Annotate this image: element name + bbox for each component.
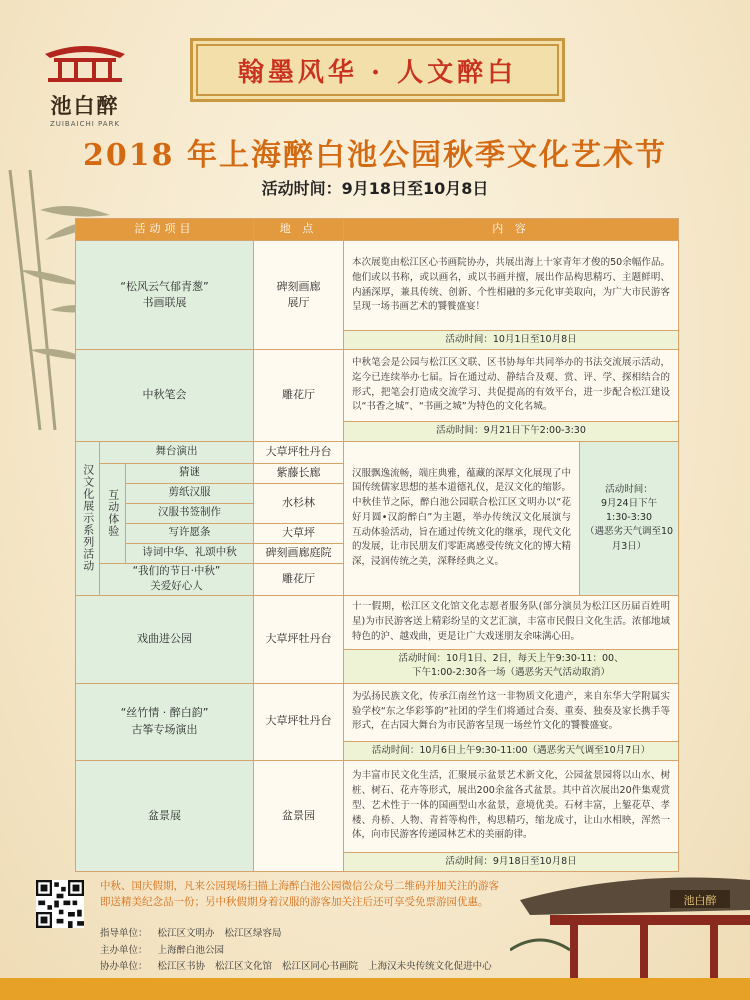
item-cell (76, 241, 254, 350)
place-cell: 大草坪牡丹台 (254, 683, 344, 760)
place-cell: 雕花厅 (254, 563, 344, 596)
event-date: 活动时间：9月18日至10月8日 (261, 179, 489, 198)
time-cell (344, 650, 679, 684)
item-text: “丝竹情 · 醉白韵” (120, 706, 209, 720)
place-cell: 大草坪牡丹台 (254, 441, 344, 463)
time-text: 下午1:00-2:30各一场（遇恶劣天气活动取消） (411, 667, 611, 679)
group-text: 汉文化展示系列活动 (81, 464, 95, 573)
desc-cell: 为丰富市民文化生活，汇聚展示盆景艺术新文化，公园盆景园将以山水、树桩、树石、花卉等形式，展出200余盆各式盆景。其中首次展出20件集观赏型、艺术性于一体的国画型山水盆景，意境优美。石材丰富，上錾花草、孝楼、舟桥、人物、青苔等构件，构思精巧，缩龙成寸，让山水相映，浑然一体，向市民游客传递园林艺术的美丽韵律。 (344, 760, 679, 852)
time-text: 活动时间： (605, 483, 653, 495)
sub-group-cell (100, 463, 126, 563)
sub-group-text: 互动体验 (106, 489, 120, 537)
item-cell: 戏曲进公园 (76, 596, 254, 684)
item-text: 古筝专场演出 (131, 722, 198, 736)
org-name: 松江区文化馆 (215, 961, 273, 973)
org-name: 上海醉白池公园 (157, 944, 225, 956)
place-cell: 大草坪 (254, 523, 344, 543)
group-cell (76, 441, 100, 596)
sub-item-cell: 汉服书签制作 (126, 503, 254, 523)
desc-cell: 汉服飘逸流畅，端庄典雅，蕴藏的深厚文化展现了中国传统儒家思想的基本道德礼仪，是汉文化的缩影。中秋佳节之际，醉白池公园联合松江区文明办以“花好月圆•汉韵醉白”为主题，举办传统汉文化展演与互动体验活动，旨在通过传统文化的继承，现代文化的发展，让市民朋友们零距离感受传统文化的博大精深，浸润传统之美，深释经典之义。 (344, 441, 580, 596)
pavilion-logo-icon (40, 40, 130, 86)
time-cell: 活动时间：10月6日上午9:30-11:00（遇恶劣天气调至10月7日） (344, 741, 679, 760)
item-text: “松风云气郁青葱” (120, 279, 209, 293)
desc-cell: 为弘扬民族文化，传承江南丝竹这一非物质文化遗产，来自东华大学附属实验学校“东之华彩筝韵”社团的学生们将通过合奏、重奏、独奏及家长携手等形式，在古园大舞台为市民游客呈现一场丝竹文化的饕餮盛宴。 (344, 683, 679, 741)
header-place: 地 点 (254, 219, 344, 241)
schedule-table (75, 218, 678, 872)
table-header (76, 219, 679, 241)
time-text: 9月24日下午 (600, 497, 658, 509)
item-text: “我们的节日·中秋” (132, 564, 221, 577)
item-text: 关爱好心人 (150, 580, 203, 593)
qr-code-icon[interactable] (36, 880, 84, 928)
place-cell: 盆景园 (254, 760, 344, 871)
org-name: 松江区绿容局 (224, 928, 282, 939)
sub-item-cell: 剪纸汉服 (126, 483, 254, 503)
sub-item-cell (100, 563, 254, 596)
sub-item-cell: 写许愿条 (126, 523, 254, 543)
place-cell: 碑刻画廊庭院 (254, 543, 344, 563)
sub-item-cell: 舞台演出 (100, 441, 254, 463)
bottom-band (0, 978, 750, 1000)
banner-text: 翰墨风华 · 人文醉白 (237, 57, 518, 88)
table-row (76, 596, 679, 650)
sub-item-cell: 猜谜 (126, 463, 254, 483)
place-cell: 水杉林 (254, 483, 344, 523)
org-name: 松江区同心书画院 (282, 961, 359, 973)
table-row (76, 760, 679, 852)
time-text: 1:30-3:30 (605, 512, 653, 524)
item-cell (76, 683, 254, 760)
park-logo (30, 40, 140, 130)
pavilion-sign: 池白醉 (683, 894, 717, 907)
co-row (100, 959, 580, 976)
item-cell: 中秋笔会 (76, 350, 254, 441)
time-cell: 活动时间：9月21日下午2:00-3:30 (344, 422, 679, 441)
co-label: 协办单位： (100, 961, 148, 973)
place-cell: 雕花厅 (254, 350, 344, 441)
page-title: 2018 年上海醉白池公园秋季文化艺术节 (83, 138, 667, 173)
org-name: 上海汉未央传统文化促进中心 (368, 961, 492, 973)
desc-cell: 中秋笔会是公园与松江区文联、区书协每年共同举办的书法交流展示活动，迄今已连续举办七届。旨在通过动、静结合及观、赏、评、学、探相结合的形式，把笔会打造成交流学习、共促提高的有效平台，进一步配合松江建设以“书香之城”、“书画之城”为特色的文化名城。 (344, 350, 679, 422)
desc-cell: 本次展览由松江区心书画院协办，共展出海上十家青年才俊的50余幅作品。他们或以书称，或以画名，或以书画并擅，展出作品构思精巧、主题鲜明、内涵深厚，兼具传统、创新、个性相融的多元化审美取向，为广大市民游客呈现一场书画艺术的饕餮盛宴！ (344, 241, 679, 331)
time-text: 活动时间：10月1日、2日，每天上午9:30-11：00、 (398, 653, 624, 664)
org-name: 松江区文明办 (157, 928, 215, 939)
guide-label: 指导单位： (100, 928, 148, 939)
item-text: 书画联展 (142, 296, 187, 310)
promo-note: 中秋、国庆假期，凡来公园现场扫描上海醉白池公园微信公众号二维码并加关注的游客即送精美纪念品一份；另中秋假期身着汉服的游客加关注后还可享受免票游园优惠。 (100, 880, 499, 909)
header-content: 内 容 (344, 219, 679, 241)
place-cell (254, 241, 344, 350)
place-text: 展厅 (287, 296, 310, 310)
time-cell (580, 441, 679, 596)
table-row (76, 683, 679, 741)
host-label: 主办单位： (100, 944, 148, 956)
header-item: 活动项目 (76, 219, 254, 241)
organizers (100, 926, 580, 976)
table-row (76, 441, 679, 463)
time-cell: 活动时间：9月18日至10月8日 (344, 852, 679, 871)
time-cell: 活动时间：10月1日至10月8日 (344, 331, 679, 350)
logo-english-name: ZUIBAICHI PARK (49, 120, 121, 128)
place-text: 碑刻画廊 (276, 279, 321, 293)
sub-item-cell: 诗词中华、礼颂中秋 (126, 543, 254, 563)
table-row (76, 241, 679, 331)
guide-row (100, 926, 580, 943)
theme-banner (190, 38, 565, 102)
table-row (76, 350, 679, 422)
org-name: 松江区书协 (157, 961, 206, 973)
item-cell: 盆景展 (76, 760, 254, 871)
host-row (100, 943, 580, 960)
logo-chinese-name: 池白醉 (50, 93, 120, 118)
desc-cell: 十一假期，松江区文化馆文化志愿者服务队(部分演员为松江区历届百姓明星)为市民游客送上精彩纷呈的文艺汇演，丰富市民假日文化生活。浓郁地域特色的沪、越戏曲，更是让广大戏迷朋友余味满心田。 (344, 596, 679, 650)
time-text: （遇恶劣天气调至10月3日） (584, 526, 674, 552)
place-cell: 大草坪牡丹台 (254, 596, 344, 684)
place-cell: 紫藤长廊 (254, 463, 344, 483)
